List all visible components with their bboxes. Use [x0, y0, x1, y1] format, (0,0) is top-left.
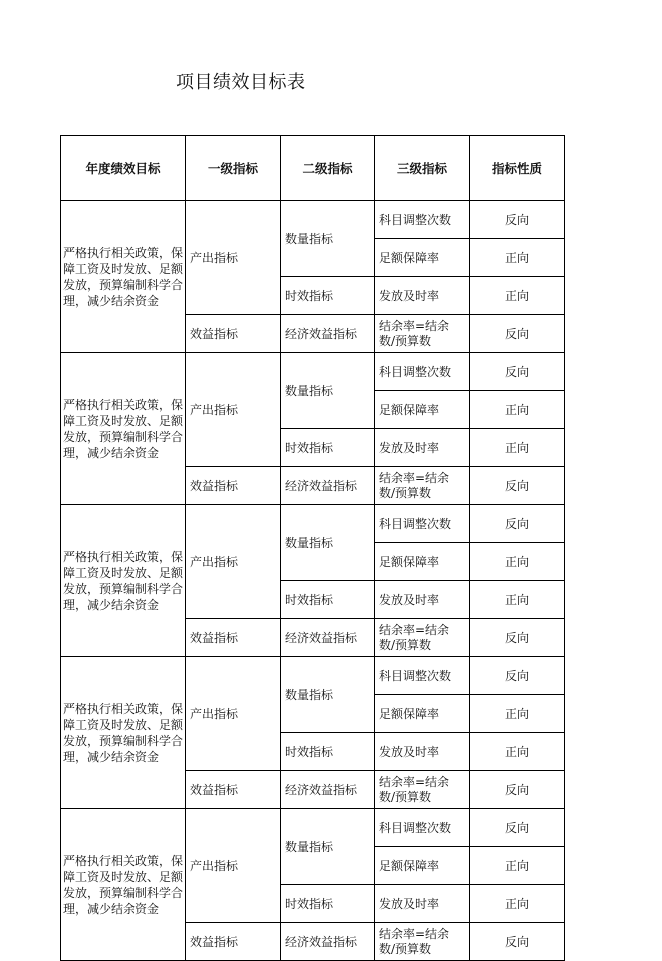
header-row: [61, 136, 565, 201]
level3-guarantee-cell: 足额保障率: [375, 391, 470, 429]
level3-guarantee-cell: 足额保障率: [375, 543, 470, 581]
level2-timeliness-cell: 时效指标: [281, 733, 375, 771]
level1-output-cell: 产出指标: [186, 505, 281, 619]
nature-cell: 正向: [470, 543, 565, 581]
nature-cell: 反向: [470, 619, 565, 657]
level3-timely-cell: 发放及时率: [375, 733, 470, 771]
level2-timeliness-cell: 时效指标: [281, 581, 375, 619]
level2-economic-cell: 经济效益指标: [281, 467, 375, 505]
nature-cell: 反向: [470, 467, 565, 505]
level3-timely-cell: 发放及时率: [375, 885, 470, 923]
annual-goal-cell: 严格执行相关政策，保障工资及时发放、足额发放，预算编制科学合理，减少结余资金: [61, 353, 186, 505]
level3-adjust-cell: 科目调整次数: [375, 657, 470, 695]
level1-benefit-cell: 效益指标: [186, 467, 281, 505]
level3-adjust-cell: 科目调整次数: [375, 809, 470, 847]
annual-goal-cell: 严格执行相关政策，保障工资及时发放、足额发放，预算编制科学合理，减少结余资金: [61, 657, 186, 809]
level2-economic-cell: 经济效益指标: [281, 923, 375, 961]
level2-quantity-cell: 数量指标: [281, 505, 375, 581]
level2-economic-cell: 经济效益指标: [281, 619, 375, 657]
level3-surplus-cell: 结余率=结余数/预算数: [375, 771, 470, 809]
table-row: [61, 657, 565, 695]
level3-surplus-cell: 结余率=结余数/预算数: [375, 619, 470, 657]
level1-output-cell: 产出指标: [186, 657, 281, 771]
level2-quantity-cell: 数量指标: [281, 201, 375, 277]
level2-quantity-cell: 数量指标: [281, 657, 375, 733]
nature-cell: 反向: [470, 923, 565, 961]
level3-surplus-cell: 结余率=结余数/预算数: [375, 467, 470, 505]
nature-cell: 反向: [470, 201, 565, 239]
nature-cell: 正向: [470, 733, 565, 771]
level2-economic-cell: 经济效益指标: [281, 315, 375, 353]
nature-cell: 反向: [470, 353, 565, 391]
level2-economic-cell: 经济效益指标: [281, 771, 375, 809]
level2-quantity-cell: 数量指标: [281, 809, 375, 885]
level3-timely-cell: 发放及时率: [375, 277, 470, 315]
table-row: [61, 809, 565, 847]
nature-cell: 正向: [470, 695, 565, 733]
annual-goal-cell: 严格执行相关政策，保障工资及时发放、足额发放，预算编制科学合理，减少结余资金: [61, 505, 186, 657]
nature-cell: 正向: [470, 429, 565, 467]
level1-output-cell: 产出指标: [186, 201, 281, 315]
table-row: [61, 201, 565, 239]
level1-benefit-cell: 效益指标: [186, 923, 281, 961]
level2-timeliness-cell: 时效指标: [281, 277, 375, 315]
table-row: [61, 353, 565, 391]
performance-goal-table: [60, 135, 565, 961]
nature-cell: 反向: [470, 505, 565, 543]
level1-benefit-cell: 效益指标: [186, 619, 281, 657]
page-title: 项目绩效目标表: [176, 72, 306, 93]
level1-output-cell: 产出指标: [186, 353, 281, 467]
level3-timely-cell: 发放及时率: [375, 581, 470, 619]
level3-guarantee-cell: 足额保障率: [375, 239, 470, 277]
level3-adjust-cell: 科目调整次数: [375, 353, 470, 391]
nature-cell: 正向: [470, 391, 565, 429]
header-level2: 二级指标: [281, 136, 375, 201]
level3-adjust-cell: 科目调整次数: [375, 505, 470, 543]
annual-goal-cell: 严格执行相关政策，保障工资及时发放、足额发放，预算编制科学合理，减少结余资金: [61, 201, 186, 353]
header-level3: 三级指标: [375, 136, 470, 201]
level2-quantity-cell: 数量指标: [281, 353, 375, 429]
annual-goal-cell: 严格执行相关政策，保障工资及时发放、足额发放，预算编制科学合理，减少结余资金: [61, 809, 186, 961]
level2-timeliness-cell: 时效指标: [281, 885, 375, 923]
level3-surplus-cell: 结余率=结余数/预算数: [375, 315, 470, 353]
level1-benefit-cell: 效益指标: [186, 771, 281, 809]
level3-guarantee-cell: 足额保障率: [375, 695, 470, 733]
header-annual-goal: 年度绩效目标: [61, 136, 186, 201]
nature-cell: 反向: [470, 315, 565, 353]
nature-cell: 反向: [470, 809, 565, 847]
table-row: [61, 505, 565, 543]
header-level1: 一级指标: [186, 136, 281, 201]
level2-timeliness-cell: 时效指标: [281, 429, 375, 467]
level3-surplus-cell: 结余率=结余数/预算数: [375, 923, 470, 961]
nature-cell: 反向: [470, 657, 565, 695]
level3-timely-cell: 发放及时率: [375, 429, 470, 467]
nature-cell: 正向: [470, 239, 565, 277]
nature-cell: 正向: [470, 277, 565, 315]
nature-cell: 反向: [470, 771, 565, 809]
performance-table-viewport[interactable]: [60, 135, 564, 956]
nature-cell: 正向: [470, 885, 565, 923]
nature-cell: 正向: [470, 847, 565, 885]
header-nature: 指标性质: [470, 136, 565, 201]
level3-adjust-cell: 科目调整次数: [375, 201, 470, 239]
level3-guarantee-cell: 足额保障率: [375, 847, 470, 885]
level1-benefit-cell: 效益指标: [186, 315, 281, 353]
nature-cell: 正向: [470, 581, 565, 619]
level1-output-cell: 产出指标: [186, 809, 281, 923]
